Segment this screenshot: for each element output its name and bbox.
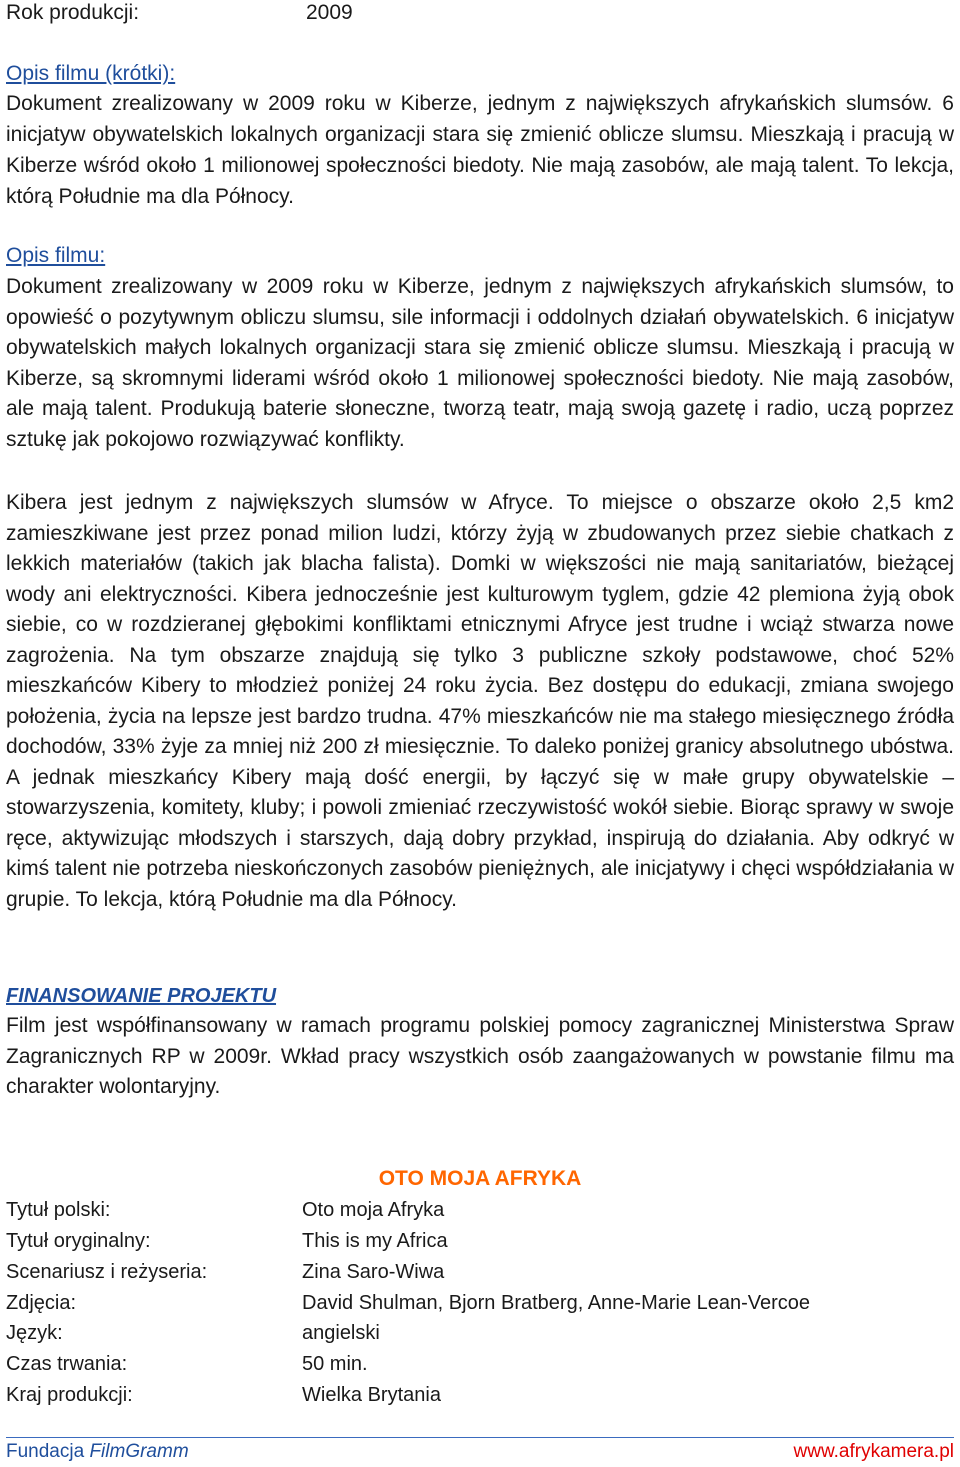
short-description-text: Dokument zrealizowany w 2009 roku w Kiberze, jednym z największych afrykańskich slumsów. 6 inicjatyw obywatelskich lokalnych organizacji stara się zmienić oblicze slumsu. Mieszkają i pracują w Kiberze wśród około 1 milionowej społeczności biedoty. Nie mają zasobów, ale mają talent. To lekcja, którą Południe ma dla Północy. — [6, 92, 954, 208]
credits-title: OTO MOJA AFRYKA — [378, 1167, 582, 1190]
credit-value: Wielka Brytania — [302, 1384, 441, 1406]
credit-label: Zdjęcia: — [6, 1292, 77, 1314]
short-description-title: Opis filmu (krótki): — [6, 62, 176, 85]
credit-label: Język: — [6, 1322, 63, 1344]
footer-divider — [6, 1437, 954, 1438]
long-description-paragraph-1: Dokument zrealizowany w 2009 roku w Kiberze, jednym z największych afrykańskich slumsów, to opowieść o pozytywnym obliczu slumsu, sile informacji i oddolnych działań obywatelskich. 6 inicjatyw obywatelskich małych lokalnych organizacji stara się zmienić oblicze slumsu. Mieszkają i pracują w Kiberze, są skromnymi liderami wśród około 1 milionowej społeczności biedoty. Nie mają zasobów, ale mają talent. Produkują baterie słoneczne, tworzą teatr, mają swoją gazetę i radio, uczą poprzez sztukę jak pokojowo rozwiązywać konflikty. — [6, 275, 954, 451]
credit-label: Czas trwania: — [6, 1353, 128, 1375]
production-year-label: Rok produkcji: — [6, 1, 140, 24]
credit-label: Tytuł polski: — [6, 1199, 111, 1221]
credit-value: David Shulman, Bjorn Bratberg, Anne-Marie Lean-Vercoe — [302, 1292, 811, 1314]
credit-value: angielski — [302, 1322, 380, 1344]
credit-label: Kraj produkcji: — [6, 1384, 133, 1406]
financing-text: Film jest współfinansowany w ramach programu polskiej pomocy zagranicznej Ministerstwa Spraw Zagranicznych RP w 2009r. Wkład pracy wszystkich osób zaangażowanych w powstanie filmu ma charakter wolontaryjny. — [6, 1014, 954, 1098]
long-description-title: Opis filmu: — [6, 244, 106, 267]
credit-value: 50 min. — [302, 1353, 368, 1375]
credit-value: Oto moja Afryka — [302, 1199, 445, 1221]
footer-website-link[interactable]: www.afrykamera.pl — [793, 1441, 954, 1462]
credit-label: Scenariusz i reżyseria: — [6, 1261, 208, 1283]
credit-value: Zina Saro-Wiwa — [302, 1261, 445, 1283]
credit-label: Tytuł oryginalny: — [6, 1230, 151, 1252]
footer-org-name: FilmGramm — [89, 1441, 189, 1462]
financing-title: FINANSOWANIE PROJEKTU — [6, 985, 277, 1007]
production-year-value: 2009 — [306, 1, 353, 24]
footer-organization — [6, 1440, 189, 1464]
credit-value: This is my Africa — [302, 1230, 448, 1252]
footer-org-prefix: Fundacja — [6, 1441, 90, 1462]
long-description-paragraph-2: Kibera jest jednym z największych slumsów w Afryce. To miejsce o obszarze około 2,5 km2 zamieszkiwane jest przez ponad milion ludzi, którzy żyją w zbudowanych przez siebie chatkach z lekkich materiałów (takich jak blacha falista). Domki w większości nie mają sanitariatów, bieżącej wody ani elektryczności. Kibera jednocześnie jest kulturowym tyglem, gdzie 42 plemiona żyją obok siebie, co w rozdzieranej głębokimi konfliktami etnicznymi Afryce jest trudne i wciąż stwarza nowe zagrożenia. Na tym obszarze znajdują się tylko 3 publiczne szkoły podstawowe, choć 52% mieszkańców Kibery to młodzież poniżej 24 roku życia. Bez dostępu do edukacji, zmiana swojego położenia, życia na lepsze jest bardzo trudna. 47% mieszkańców nie ma stałego miesięcznego źródła dochodów, 33% żyje za mniej niż 200 zł miesięcznie. To daleko poniżej granicy absolutnego ubóstwa. A jednak mieszkańcy Kibery mają dość energii, by łączyć się w małe grupy obywatelskie – stowarzyszenia, komitety, kluby; i powoli zmieniać rzeczywistość wokół siebie. Biorąc sprawy w swoje ręce, aktywizując młodszych i starszych, dają dobry przykład, inspirują do działania. Aby odkryć w kimś talent nie potrzeba nieskończonych zasobów pieniężnych, ale inicjatywy i chęci współdziałania w grupie. To lekcja, którą Południe ma dla Północy. — [6, 491, 954, 911]
